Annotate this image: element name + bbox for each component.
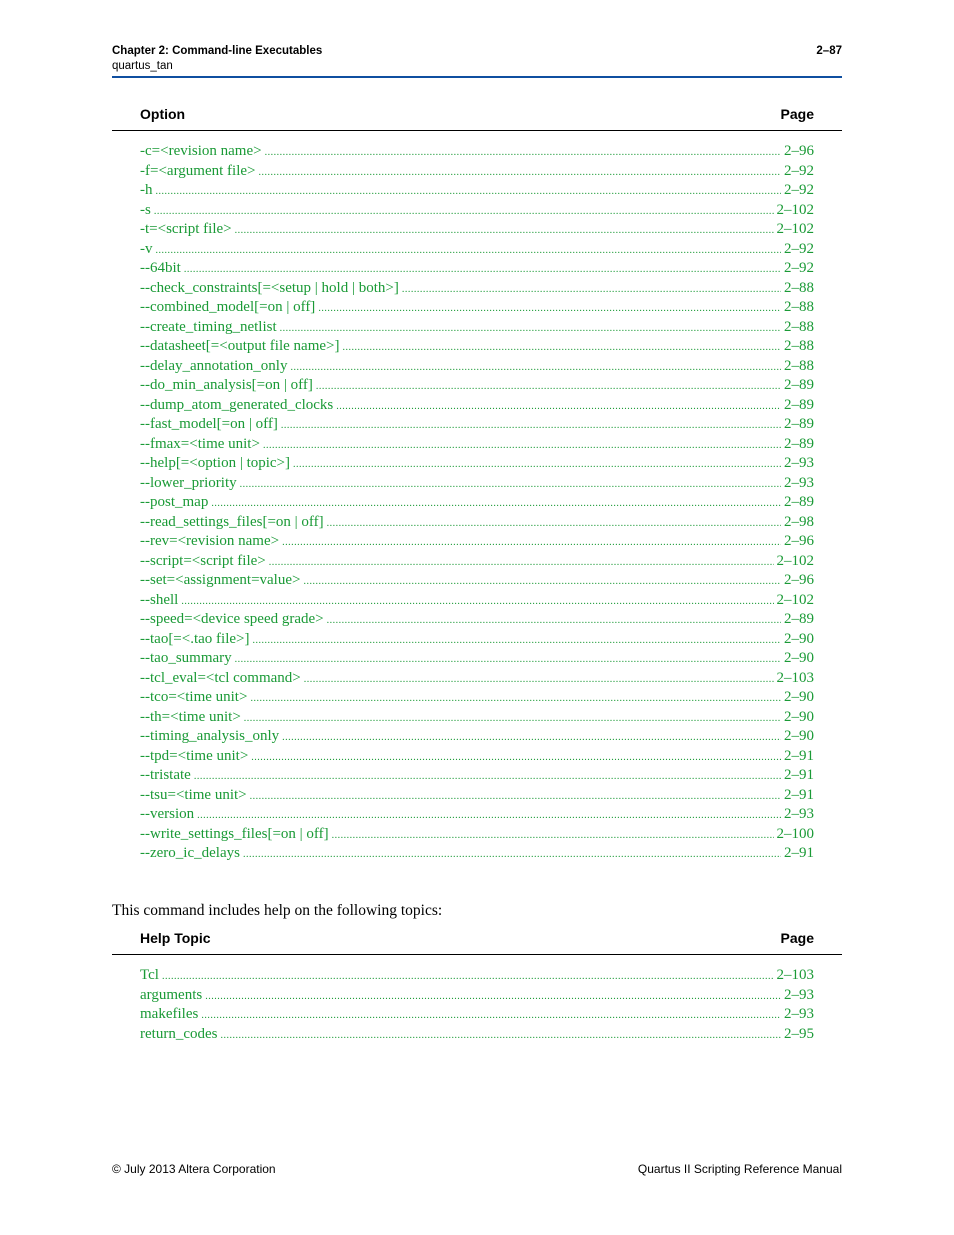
toc-entry-link[interactable] — [140, 630, 814, 650]
dot-leader — [336, 397, 781, 417]
entry-page-number[interactable]: 2–89 — [784, 611, 814, 627]
toc-entry-link[interactable] — [140, 708, 814, 728]
dot-leader — [342, 338, 781, 358]
toc-entry-link[interactable] — [140, 201, 814, 221]
dot-leader — [281, 416, 781, 436]
dot-leader — [316, 377, 781, 397]
entry-label[interactable]: --tristate — [140, 767, 191, 783]
entry-page-number[interactable]: 2–89 — [784, 494, 814, 510]
toc-entry-link[interactable] — [140, 747, 814, 767]
entry-page-number[interactable]: 2–93 — [784, 455, 814, 471]
dot-leader — [280, 319, 781, 339]
entry-label[interactable]: --do_min_analysis[=on | off] — [140, 377, 313, 393]
entry-page-number[interactable]: 2–89 — [784, 396, 814, 413]
toc-entry-link[interactable] — [140, 493, 814, 513]
entry-label[interactable]: --check_constraints[=<setup | hold | both>] — [140, 279, 399, 296]
footer-copyright: © July 2013 Altera Corporation — [112, 1162, 276, 1176]
help-topic-column-header: Help Topic — [140, 930, 211, 946]
dot-leader — [244, 709, 781, 729]
footer-manual-title: Quartus II Scripting Reference Manual — [637, 1162, 842, 1176]
entry-label[interactable]: --read_settings_files[=on | off] — [140, 513, 324, 530]
entry-page-number[interactable]: 2–92 — [784, 260, 814, 276]
dot-leader — [402, 280, 781, 300]
entry-label[interactable]: --fast_model[=on | off] — [140, 416, 278, 432]
dot-leader — [211, 494, 781, 514]
dot-leader — [332, 826, 774, 846]
entry-page-number[interactable]: 2–89 — [784, 435, 814, 452]
dot-leader — [269, 553, 774, 573]
entry-page-number[interactable]: 2–98 — [784, 513, 814, 530]
dot-leader — [156, 182, 782, 202]
dot-leader — [201, 1006, 781, 1026]
entry-page-number[interactable]: 2–90 — [784, 650, 814, 666]
dot-leader — [303, 572, 781, 592]
entry-page-number[interactable]: 2–92 — [784, 240, 814, 257]
entry-label[interactable]: --datasheet[=<output file name>] — [140, 338, 340, 354]
entry-page-number[interactable]: 2–93 — [784, 806, 814, 822]
toc-entry-link[interactable] — [140, 357, 814, 377]
entry-label[interactable]: --combined_model[=on | off] — [140, 299, 316, 315]
toc-entry-link[interactable] — [140, 649, 814, 669]
entry-label[interactable]: --version — [140, 806, 195, 822]
entry-page-number[interactable]: 2–103 — [776, 967, 814, 983]
dot-leader — [265, 143, 781, 163]
toc-entry-link[interactable] — [140, 220, 814, 240]
entry-page-number[interactable]: 2–93 — [784, 474, 814, 491]
dot-leader — [258, 163, 781, 183]
entry-label[interactable]: --delay_annotation_only — [140, 357, 288, 374]
entry-page-number[interactable]: 2–91 — [784, 786, 814, 803]
toc-entry-link[interactable] — [140, 966, 814, 986]
entry-page-number[interactable]: 2–89 — [784, 377, 814, 393]
topics-table-header — [112, 928, 842, 955]
dot-leader — [318, 299, 781, 319]
toc-entry-link[interactable] — [140, 766, 814, 786]
entry-page-number[interactable]: 2–92 — [784, 162, 814, 179]
entry-page-number[interactable]: 2–92 — [784, 182, 814, 198]
dot-leader — [220, 1026, 781, 1046]
entry-label[interactable]: -s — [140, 201, 151, 218]
toc-entry-link[interactable] — [140, 610, 814, 630]
entry-label[interactable]: --64bit — [140, 260, 181, 276]
entry-label[interactable]: --timing_analysis_only — [140, 728, 280, 744]
entry-label[interactable]: --lower_priority — [140, 474, 237, 491]
topics-intro: This command includes help on the following topics: — [112, 902, 443, 919]
entry-page-number[interactable]: 2–93 — [784, 986, 814, 1003]
entry-label[interactable]: --tco=<time unit> — [140, 689, 248, 705]
dot-leader — [290, 358, 781, 378]
entry-label[interactable]: --zero_ic_delays — [140, 845, 240, 861]
dot-leader — [327, 611, 781, 631]
entry-page-number[interactable]: 2–102 — [776, 552, 814, 569]
entry-label[interactable]: --create_timing_netlist — [140, 318, 277, 335]
dot-leader — [263, 436, 781, 456]
toc-entry-link[interactable] — [140, 181, 814, 201]
dot-leader — [235, 221, 774, 241]
toc-entry-link[interactable] — [140, 986, 814, 1006]
entry-page-number[interactable]: 2–102 — [776, 201, 814, 218]
dot-leader — [154, 202, 774, 222]
entry-label[interactable]: --help[=<option | topic>] — [140, 455, 291, 471]
entry-label[interactable]: -f=<argument file> — [140, 162, 256, 179]
entry-label[interactable]: -h — [140, 182, 153, 198]
entry-page-number[interactable]: 2–100 — [776, 825, 814, 842]
entry-label[interactable]: --post_map — [140, 494, 209, 510]
toc-entry-link[interactable] — [140, 591, 814, 611]
option-column-header: Option — [140, 106, 186, 122]
entry-page-number[interactable]: 2–90 — [784, 630, 814, 647]
entry-label[interactable]: --speed=<device speed grade> — [140, 611, 324, 627]
dot-leader — [304, 670, 774, 690]
toc-entry-link[interactable] — [140, 805, 814, 825]
entry-page-number[interactable]: 2–90 — [784, 728, 814, 744]
entry-page-number[interactable]: 2–88 — [784, 299, 814, 315]
entry-label[interactable]: return_codes — [140, 1025, 218, 1042]
toc-entry-link[interactable] — [140, 474, 814, 494]
dot-leader — [282, 533, 781, 553]
dot-leader — [243, 845, 781, 865]
entry-label[interactable]: --write_settings_files[=on | off] — [140, 825, 329, 842]
entry-page-number[interactable]: 2–88 — [784, 279, 814, 296]
entry-page-number[interactable]: 2–91 — [784, 767, 814, 783]
entry-page-number[interactable]: 2–90 — [784, 708, 814, 725]
entry-label[interactable]: --set=<assignment=value> — [140, 572, 301, 588]
entry-page-number[interactable]: 2–103 — [776, 669, 814, 686]
dot-leader — [282, 728, 781, 748]
page-column-header: Page — [780, 106, 814, 122]
dot-leader — [240, 475, 781, 495]
dot-leader — [293, 455, 781, 475]
toc-entry-link[interactable] — [140, 786, 814, 806]
entry-page-number[interactable]: 2–102 — [776, 221, 814, 237]
toc-entry-link[interactable] — [140, 142, 814, 162]
entry-label[interactable]: --script=<script file> — [140, 552, 266, 569]
toc-entry-link[interactable] — [140, 435, 814, 455]
toc-entry-link[interactable] — [140, 298, 814, 318]
dot-leader — [205, 987, 781, 1007]
entry-label[interactable]: -c=<revision name> — [140, 143, 262, 159]
dot-leader — [156, 241, 782, 261]
dot-leader — [327, 514, 781, 534]
dot-leader — [251, 748, 781, 768]
entry-label[interactable]: --tsu=<time unit> — [140, 786, 247, 803]
entry-label[interactable]: --tao[=<.tao file>] — [140, 630, 250, 647]
dot-leader — [181, 592, 773, 612]
entry-label[interactable]: arguments — [140, 986, 203, 1003]
toc-entry-link[interactable] — [140, 825, 814, 845]
options-table-header — [112, 104, 842, 131]
toc-entry-link[interactable] — [140, 279, 814, 299]
toc-entry-link[interactable] — [140, 376, 814, 396]
entry-label[interactable]: -t=<script file> — [140, 221, 232, 237]
entry-label[interactable]: --fmax=<time unit> — [140, 435, 260, 452]
toc-entry-link[interactable] — [140, 727, 814, 747]
entry-page-number[interactable]: 2–102 — [776, 591, 814, 608]
entry-page-number[interactable]: 2–96 — [784, 143, 814, 159]
dot-leader — [197, 806, 781, 826]
toc-entry-link[interactable] — [140, 337, 814, 357]
header-rule — [112, 76, 842, 78]
dot-leader — [162, 967, 774, 987]
entry-label[interactable]: --th=<time unit> — [140, 708, 241, 725]
toc-entry-link[interactable] — [140, 415, 814, 435]
entry-page-number[interactable]: 2–95 — [784, 1025, 814, 1042]
entry-label[interactable]: --tao_summary — [140, 650, 232, 666]
toc-entry-link[interactable] — [140, 259, 814, 279]
dot-leader — [250, 689, 781, 709]
page-column-header: Page — [780, 930, 814, 946]
entry-label[interactable]: --tpd=<time unit> — [140, 747, 249, 764]
dot-leader — [184, 260, 781, 280]
entry-page-number[interactable]: 2–93 — [784, 1006, 814, 1022]
entry-label[interactable]: Tcl — [140, 967, 159, 983]
entry-page-number[interactable]: 2–89 — [784, 416, 814, 432]
section-name: quartus_tan — [112, 60, 173, 72]
toc-entry-link[interactable] — [140, 1025, 814, 1045]
toc-entry-link[interactable] — [140, 318, 814, 338]
topics-list — [140, 966, 814, 1044]
toc-entry-link[interactable] — [140, 844, 814, 864]
toc-entry-link[interactable] — [140, 571, 814, 591]
toc-entry-link[interactable] — [140, 688, 814, 708]
dot-leader — [253, 631, 782, 651]
dot-leader — [250, 787, 781, 807]
entry-label[interactable]: makefiles — [140, 1006, 199, 1022]
entry-label[interactable]: --dump_atom_generated_clocks — [140, 396, 334, 413]
entry-page-number[interactable]: 2–88 — [784, 318, 814, 335]
entry-label[interactable]: --tcl_eval=<tcl command> — [140, 669, 301, 686]
toc-entry-link[interactable] — [140, 552, 814, 572]
toc-entry-link[interactable] — [140, 454, 814, 474]
toc-entry-link[interactable] — [140, 669, 814, 689]
options-list — [140, 142, 814, 864]
toc-entry-link[interactable] — [140, 1005, 814, 1025]
entry-label[interactable]: --rev=<revision name> — [140, 533, 280, 549]
entry-label[interactable]: -v — [140, 240, 153, 257]
dot-leader — [235, 650, 781, 670]
entry-page-number[interactable]: 2–96 — [784, 533, 814, 549]
toc-entry-link[interactable] — [140, 532, 814, 552]
dot-leader — [194, 767, 781, 787]
toc-entry-link[interactable] — [140, 513, 814, 533]
chapter-title: Chapter 2: Command-line Executables — [112, 45, 323, 57]
toc-entry-link[interactable] — [140, 396, 814, 416]
entry-page-number[interactable]: 2–88 — [784, 338, 814, 354]
entry-page-number[interactable]: 2–90 — [784, 689, 814, 705]
page-number: 2–87 — [816, 45, 842, 57]
entry-page-number[interactable]: 2–91 — [784, 845, 814, 861]
toc-entry-link[interactable] — [140, 162, 814, 182]
entry-label[interactable]: --shell — [140, 591, 179, 608]
toc-entry-link[interactable] — [140, 240, 814, 260]
entry-page-number[interactable]: 2–91 — [784, 747, 814, 764]
entry-page-number[interactable]: 2–96 — [784, 572, 814, 588]
entry-page-number[interactable]: 2–88 — [784, 357, 814, 374]
